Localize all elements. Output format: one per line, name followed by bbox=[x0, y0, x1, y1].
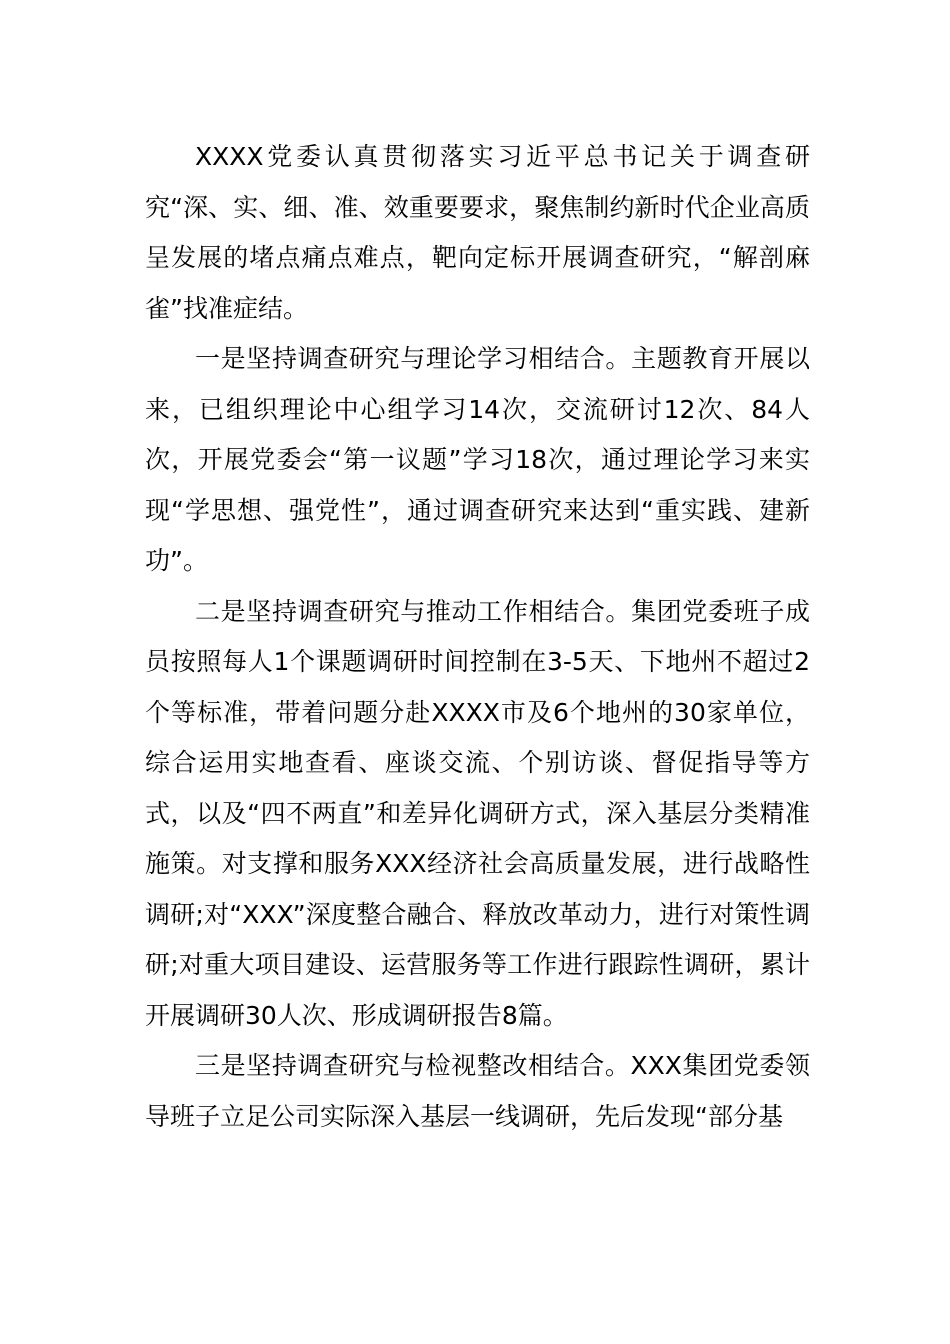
paragraph-intro: XXXX党委认真贯彻落实习近平总书记关于调查研究“深、实、细、准、效重要要求，聚焦制约新时代企业高质呈发展的堵点痛点难点，靶向定标开展调查研究，“解剖麻雀”找准症结。 bbox=[145, 142, 810, 323]
paragraph-theory-study: 一是坚持调查研究与理论学习相结合。主题教育开展以来，已组织理论中心组学习14次，交流研讨12次、84人次，开展党委会“第一议题”学习18次，通过理论学习来实现“学思想、强党性”，通过调查研究来达到“重实践、建新功”。 bbox=[145, 344, 810, 575]
paragraph-promote-work: 二是坚持调查研究与推动工作相结合。集团党委班子成员按照每人1个课题调研时间控制在3-5天、下地州不超过2个等标准，带着问题分赴XXXX市及6个地州的30家单位，综合运用实地查看、座谈交流、个别访谈、督促指导等方式，以及“四不两直”和差异化调研方式，深入基层分类精准施策。对支撑和服务XXX经济社会高质量发展，进行战略性调研;对“XXX”深度整合融合、释放改革动力，进行对策性调研;对重大项目建设、运营服务等工作进行跟踪性调研，累计开展调研30人次、形成调研报告8篇。 bbox=[145, 596, 810, 1030]
document-body bbox=[145, 132, 810, 1142]
paragraph-inspection-rectification: 三是坚持调查研究与检视整改相结合。XXX集团党委领导班子立足公司实际深入基层一线调研，先后发现“部分基 bbox=[145, 1051, 810, 1131]
